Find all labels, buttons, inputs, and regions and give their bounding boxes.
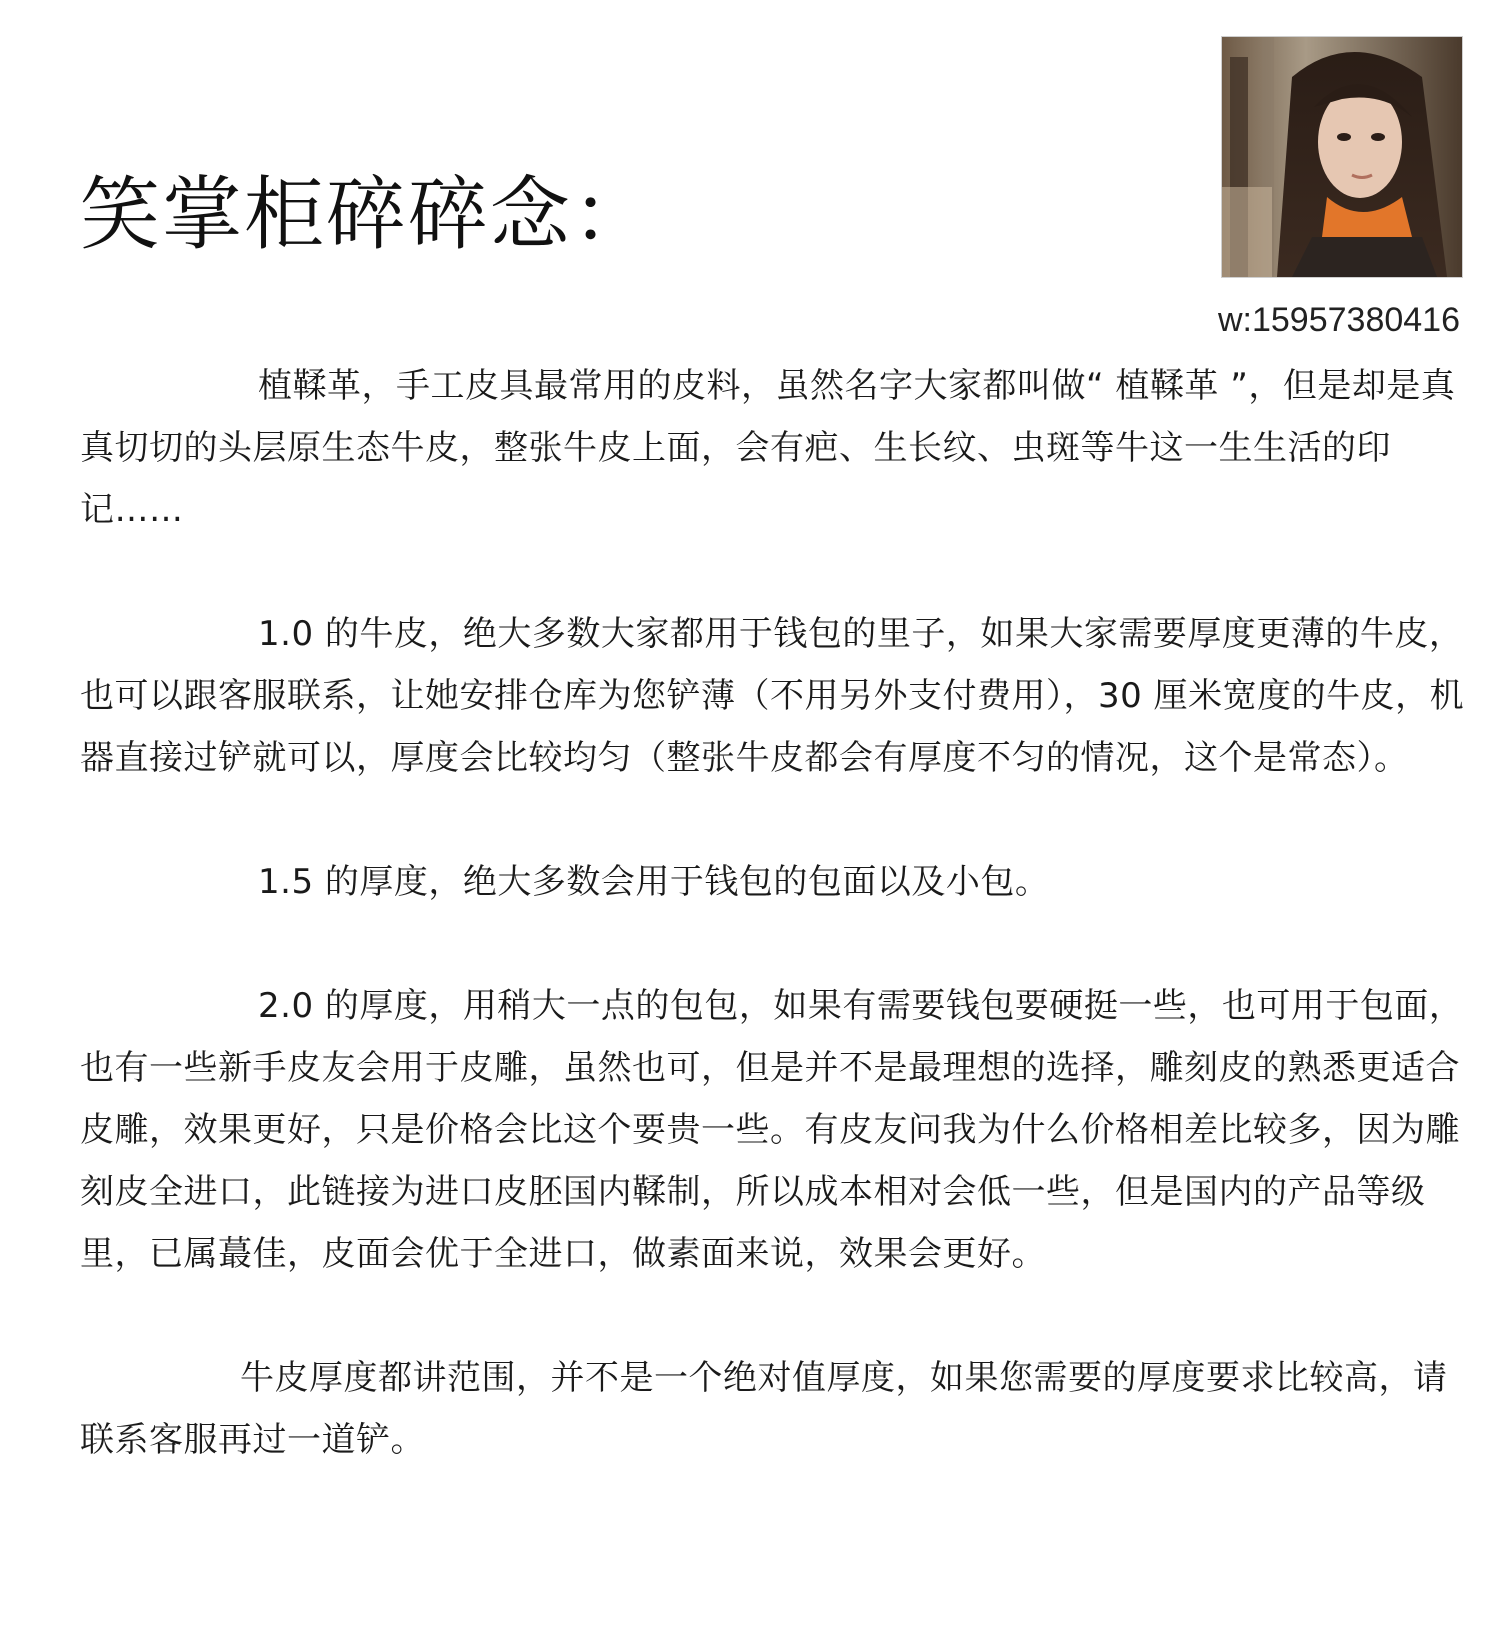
paragraph-thickness-range: 牛皮厚度都讲范围，并不是一个绝对值厚度，如果您需要的厚度要求比较高，请联系客服再过一道铲。 <box>80 1358 1448 1460</box>
paragraph-thickness-2-0: 2.0 的厚度，用稍大一点的包包，如果有需要钱包要硬挺一些，也可用于包面，也有一些新手皮友会用于皮雕，虽然也可，但是并不是最理想的选择，雕刻皮的熟悉更适合皮雕，效果更好，只是价格会比这个要贵一些。有皮友问我为什么价格相差比较多，因为雕刻皮全进口，此链接为进口皮胚国内鞣制，所以成本相对会低一些，但是国内的产品等级里，已属蕞佳，皮面会优于全进口，做素面来说，效果会更好。 <box>80 986 1464 1274</box>
paragraph-thickness-1-5: 1.5 的厚度，绝大多数会用于钱包的包面以及小包。 <box>258 862 1050 902</box>
avatar-photo <box>1222 37 1462 277</box>
contact-number: w:15957380416 <box>1217 301 1460 339</box>
article-body <box>80 355 1465 1533</box>
page-title: 笑掌柜碎碎念： <box>80 168 654 261</box>
paragraph-intro: 植鞣革，手工皮具最常用的皮料，虽然名字大家都叫做“ 植鞣革 ”，但是却是真真切切的头层原生态牛皮，整张牛皮上面，会有疤、生长纹、虫斑等牛这一生生活的印记…… <box>80 366 1456 530</box>
paragraph-thickness-1-0: 1.0 的牛皮，绝大多数大家都用于钱包的里子，如果大家需要厚度更薄的牛皮，也可以跟客服联系，让她安排仓库为您铲薄（不用另外支付费用），30 厘米宽度的牛皮，机器直接过铲就可以，厚度会比较均匀（整张牛皮都会有厚度不匀的情况，这个是常态）。 <box>80 614 1465 778</box>
avatar <box>1221 36 1463 278</box>
